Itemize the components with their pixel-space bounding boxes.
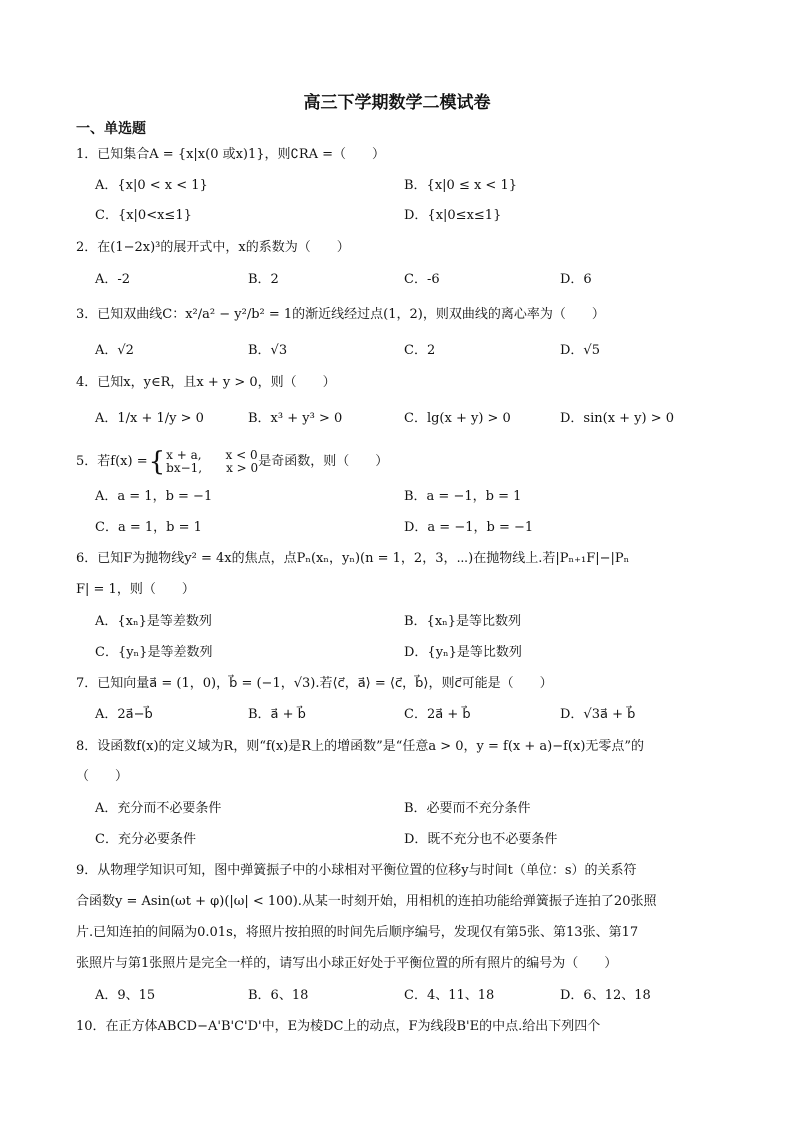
question-4-option-c: C．lg(x + y) > 0 bbox=[404, 411, 511, 426]
question-7-option-b: B．a⃗ + b⃗ bbox=[248, 707, 306, 722]
question-1-option-a: A．{x|0 < x < 1} bbox=[95, 178, 208, 193]
piecewise-brace: { bbox=[148, 447, 166, 477]
question-5-stem bbox=[76, 449, 388, 475]
question-7-option-a: A．2a⃗−b⃗ bbox=[95, 707, 153, 722]
question-3-option-d: D．√5 bbox=[560, 343, 600, 358]
question-5-option-d: D．a = −1，b = −1 bbox=[404, 520, 534, 535]
page-title: 高三下学期数学二模试卷 bbox=[303, 93, 491, 113]
question-8-option-b: B．必要而不充分条件 bbox=[404, 801, 531, 816]
section-heading: 一、单选题 bbox=[76, 121, 146, 137]
question-4-option-b: B．x³ + y³ > 0 bbox=[248, 411, 343, 426]
question-3-option-a: A．√2 bbox=[95, 343, 134, 358]
question-7-stem: 7．已知向量a⃗ = (1，0)，b⃗ = (−1，√3).若⟨c⃗，a⃗⟩ = ⟨c⃗，b⃗⟩，则c⃗可能是（ ） bbox=[76, 676, 553, 691]
question-2-option-b: B．2 bbox=[248, 272, 279, 287]
question-5-stem-prefix: 5．若f(x) = bbox=[76, 454, 148, 469]
question-9-option-d: D．6、12、18 bbox=[560, 988, 651, 1003]
question-6-stem-line-2: F| = 1，则（ ） bbox=[76, 582, 195, 597]
question-2-stem: 2．在(1−2x)³的展开式中，x的系数为（ ） bbox=[76, 240, 350, 255]
question-6-stem-line-1: 6．已知F为抛物线y² = 4x的焦点，点Pₙ(xₙ，yₙ)(n = 1，2，3，⋯)在抛物线上.若|Pₙ₊₁F|−|Pₙ bbox=[76, 551, 630, 566]
question-4-stem: 4．已知x，y∈R，且x + y > 0，则（ ） bbox=[76, 375, 336, 390]
question-5-option-c: C．a = 1，b = 1 bbox=[95, 520, 202, 535]
question-9-option-c: C．4、11、18 bbox=[404, 988, 495, 1003]
question-8-option-a: A．充分而不必要条件 bbox=[95, 801, 222, 816]
question-9-stem-line-1: 9．从物理学知识可知，图中弹簧振子中的小球相对平衡位置的位移y与时间t（单位：s）的关系符 bbox=[76, 863, 637, 878]
question-8-option-c: C．充分必要条件 bbox=[95, 832, 196, 847]
question-9-option-b: B．6、18 bbox=[248, 988, 309, 1003]
question-6-option-c: C．{yₙ}是等差数列 bbox=[95, 645, 213, 660]
question-8-option-d: D．既不充分也不必要条件 bbox=[404, 832, 558, 847]
question-6-option-d: D．{yₙ}是等比数列 bbox=[404, 645, 522, 660]
question-9-stem-line-3: 片.已知连拍的间隔为0.01s，将照片按拍照的时间先后顺序编号，发现仅有第5张、第13张、第17 bbox=[76, 925, 639, 940]
question-4-option-a: A．1/x + 1/y > 0 bbox=[95, 411, 204, 426]
piecewise-case-1: x + a, x < 0 bbox=[166, 448, 258, 462]
question-8-stem-line-1: 8．设函数f(x)的定义域为R，则“f(x)是R上的增函数”是“任意a > 0，y = f(x + a)−f(x)无零点”的 bbox=[76, 739, 645, 754]
question-1-stem: 1．已知集合A = {x|x(0 或x)1}，则∁RA =（ ） bbox=[76, 147, 386, 162]
question-6-option-a: A．{xₙ}是等差数列 bbox=[95, 614, 212, 629]
question-5-stem-suffix: 是奇函数，则（ ） bbox=[258, 454, 389, 469]
question-7-option-c: C．2a⃗ + b⃗ bbox=[404, 707, 471, 722]
question-9-option-a: A．9、15 bbox=[95, 988, 156, 1003]
question-4-option-d: D．sin(x + y) > 0 bbox=[560, 411, 675, 426]
question-3-stem: 3．已知双曲线C：x²/a² − y²/b² = 1的渐近线经过点(1，2)，则双曲线的离心率为（ ） bbox=[76, 307, 605, 322]
question-5-option-a: A．a = 1，b = −1 bbox=[95, 489, 213, 504]
piecewise-cases bbox=[166, 449, 258, 475]
question-3-option-b: B．√3 bbox=[248, 343, 288, 358]
question-1-option-d: D．{x|0≤x≤1} bbox=[404, 208, 502, 223]
question-9-stem-line-2: 合函数y = Asin(ωt + φ)(|ω| < 100).从某一时刻开始，用相机的连拍功能给弹簧振子连拍了20张照 bbox=[76, 894, 657, 909]
question-5-option-b: B．a = −1，b = 1 bbox=[404, 489, 522, 504]
question-9-stem-line-4: 张照片与第1张照片是完全一样的，请写出小球正好处于平衡位置的所有照片的编号为（ ） bbox=[76, 956, 618, 971]
question-1-option-b: B．{x|0 ≤ x < 1} bbox=[404, 178, 517, 193]
question-2-option-d: D．6 bbox=[560, 272, 592, 287]
question-3-option-c: C．2 bbox=[404, 343, 436, 358]
piecewise-case-2: bx−1, x > 0 bbox=[166, 461, 259, 475]
question-10-stem: 10．在正方体ABCD−A'B'C'D'中，E为棱DC上的动点，F为线段B'E的中点.给出下列四个 bbox=[76, 1019, 601, 1034]
question-1-option-c: C．{x|0<x≤1} bbox=[95, 208, 192, 223]
question-6-option-b: B．{xₙ}是等比数列 bbox=[404, 614, 522, 629]
question-2-option-c: C．-6 bbox=[404, 272, 440, 287]
question-8-stem-line-2: （ ） bbox=[76, 769, 129, 784]
question-7-option-d: D．√3a⃗ + b⃗ bbox=[560, 707, 636, 722]
question-2-option-a: A．-2 bbox=[95, 272, 131, 287]
